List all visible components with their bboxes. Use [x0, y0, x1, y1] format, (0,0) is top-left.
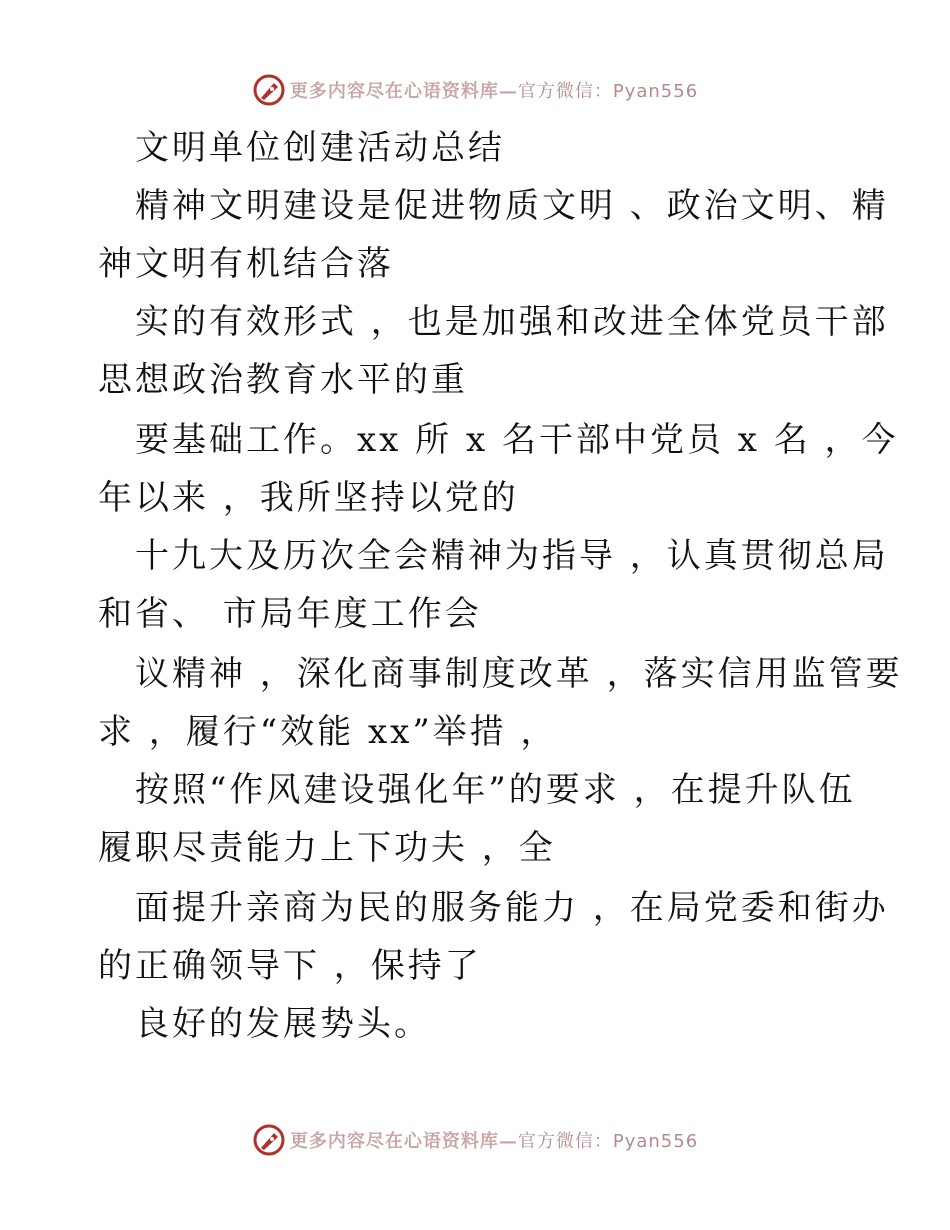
- paragraph-line: 神文明有机结合落: [98, 244, 394, 284]
- paragraph-line: 履职尽责能力上下功夫 ，全: [98, 828, 556, 868]
- paragraph-line: 年以来 ，我所坚持以党的: [98, 478, 519, 518]
- paragraph-line: 十九大及历次全会精神为指导 ，认真贯彻总局: [135, 536, 889, 576]
- paragraph-line: 思想政治教育水平的重: [98, 360, 468, 400]
- paragraph-line: 精神文明建设是促进物质文明 、政治文明、精: [135, 186, 889, 226]
- paragraph-line: 要基础工作。xx 所 x 名干部中党员 x 名 ，今: [135, 420, 899, 460]
- header-slogan: 更多内容尽在心语资料库—: [289, 81, 518, 102]
- document-title: 文明单位创建活动总结: [135, 128, 505, 168]
- footer-banner: [0, 1120, 950, 1160]
- paragraph-line: 的正确领导下 ，保持了: [98, 946, 482, 986]
- paragraph-line: 议精神 ，深化商事制度改革 ，落实信用监管要: [135, 654, 903, 694]
- paragraph-line: 良好的发展势头。: [135, 1004, 431, 1044]
- paragraph-line: 实的有效形式 ，也是加强和改进全体党员干部: [135, 302, 889, 342]
- header-wechat: 官方微信：Pyan556: [517, 81, 699, 102]
- footer-slogan: 更多内容尽在心语资料库—: [289, 1131, 518, 1152]
- header-banner: [0, 70, 950, 110]
- footer-wechat: 官方微信：Pyan556: [517, 1131, 699, 1152]
- paragraph-line: 和省、 市局年度工作会: [98, 594, 482, 634]
- paragraph-line: 面提升亲商为民的服务能力 ，在局党委和街办: [135, 888, 889, 928]
- pen-nib-logo-icon: [252, 1123, 286, 1157]
- paragraph-line: 按照“作风建设强化年”的要求 ，在提升队伍: [135, 770, 856, 810]
- pen-nib-logo-icon: [252, 73, 286, 107]
- paragraph-line: 求 ，履行“效能 xx”举措 ，: [98, 712, 558, 752]
